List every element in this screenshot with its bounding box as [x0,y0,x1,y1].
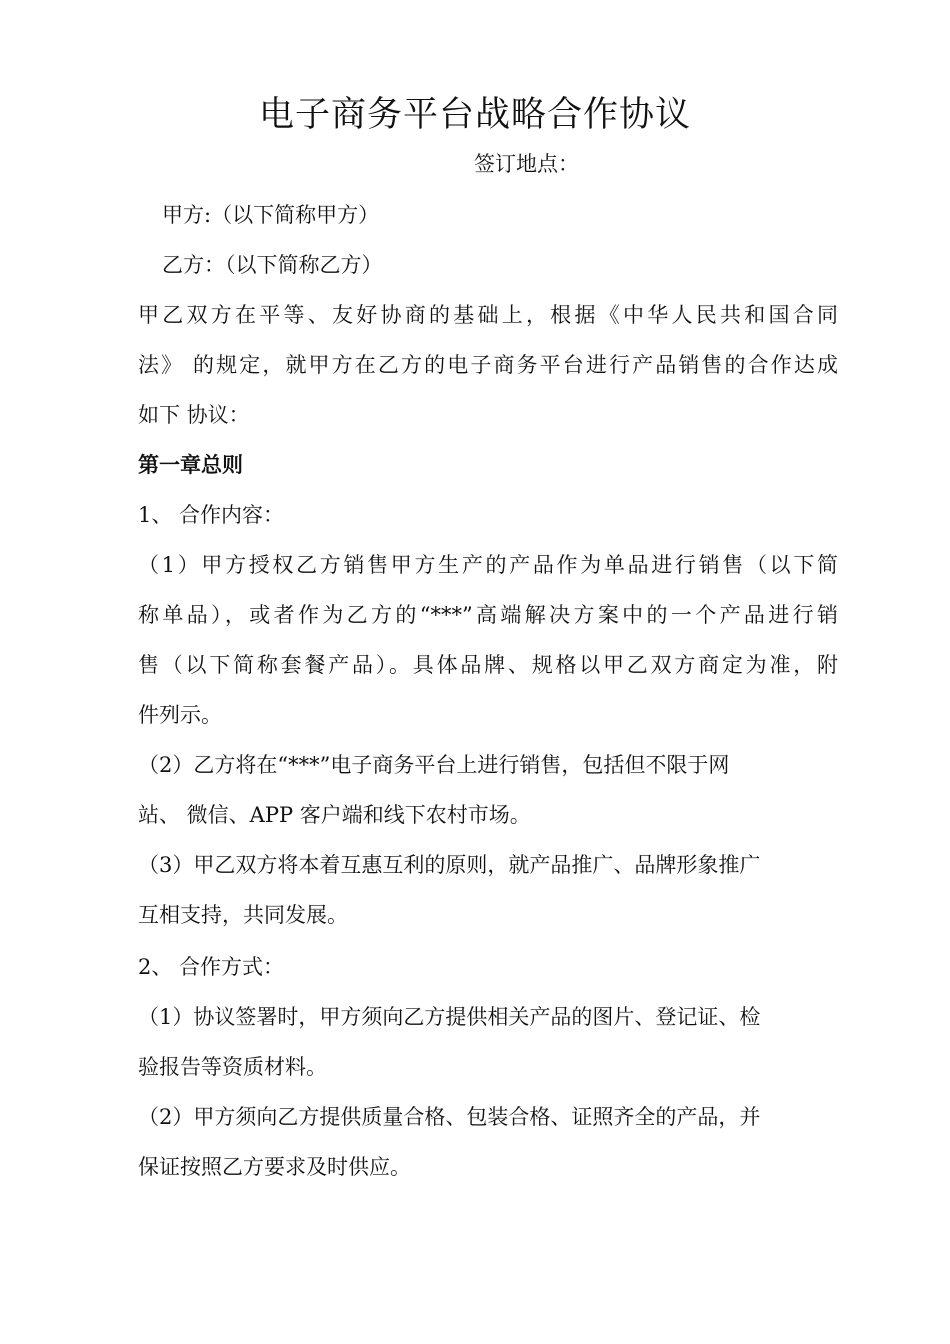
party-a-line: 甲方:（以下简称甲方） [162,203,380,227]
clause-line: （1）甲方授权乙方销售甲方生产的产品作为单品进行销售（以下简 [138,553,838,577]
preamble-line: 法》 的规定，就甲方在乙方的电子商务平台进行产品销售的合作达成 [138,353,838,377]
section-heading: 2、 合作方式： [138,955,285,979]
clause-line: 验报告等资质材料。 [138,1055,327,1079]
clause-line: 件列示。 [138,703,222,727]
party-b-line: 乙方：（以下简称乙方） [162,253,383,277]
signing-place-label: 签订地点： [474,152,579,176]
clause-line: 互相支持，共同发展。 [138,903,348,927]
clause-line: （2）甲方须向乙方提供质量合格、包装合格、证照齐全的产品，并 [138,1105,761,1129]
clause-line: 保证按照乙方要求及时供应。 [138,1155,411,1179]
clause-line: 售（以下简称套餐产品）。具体品牌、规格以甲乙双方商定为准，附 [138,653,838,677]
clause-line: （2）乙方将在“***”电子商务平台上进行销售，包括但不限于网 [138,753,730,777]
preamble-line: 如下 协议： [138,403,250,427]
chapter-heading: 第一章总则 [138,452,243,477]
document-title: 电子商务平台战略合作协议 [258,95,691,135]
preamble-line: 甲乙双方在平等、友好协商的基础上，根据《中华人民共和国合同 [138,303,838,327]
section-heading: 1、 合作内容： [138,503,285,527]
clause-line: （3）甲乙双方将本着互惠互利的原则，就产品推广、品牌形象推广 [138,853,761,877]
clause-line: 站、 微信、APP 客户端和线下农村市场。 [138,803,531,827]
clause-line: 称单品），或者作为乙方的“***”高端解决方案中的一个产品进行销 [138,603,838,627]
clause-line: （1）协议签署时，甲方须向乙方提供相关产品的图片、登记证、检 [138,1005,761,1029]
